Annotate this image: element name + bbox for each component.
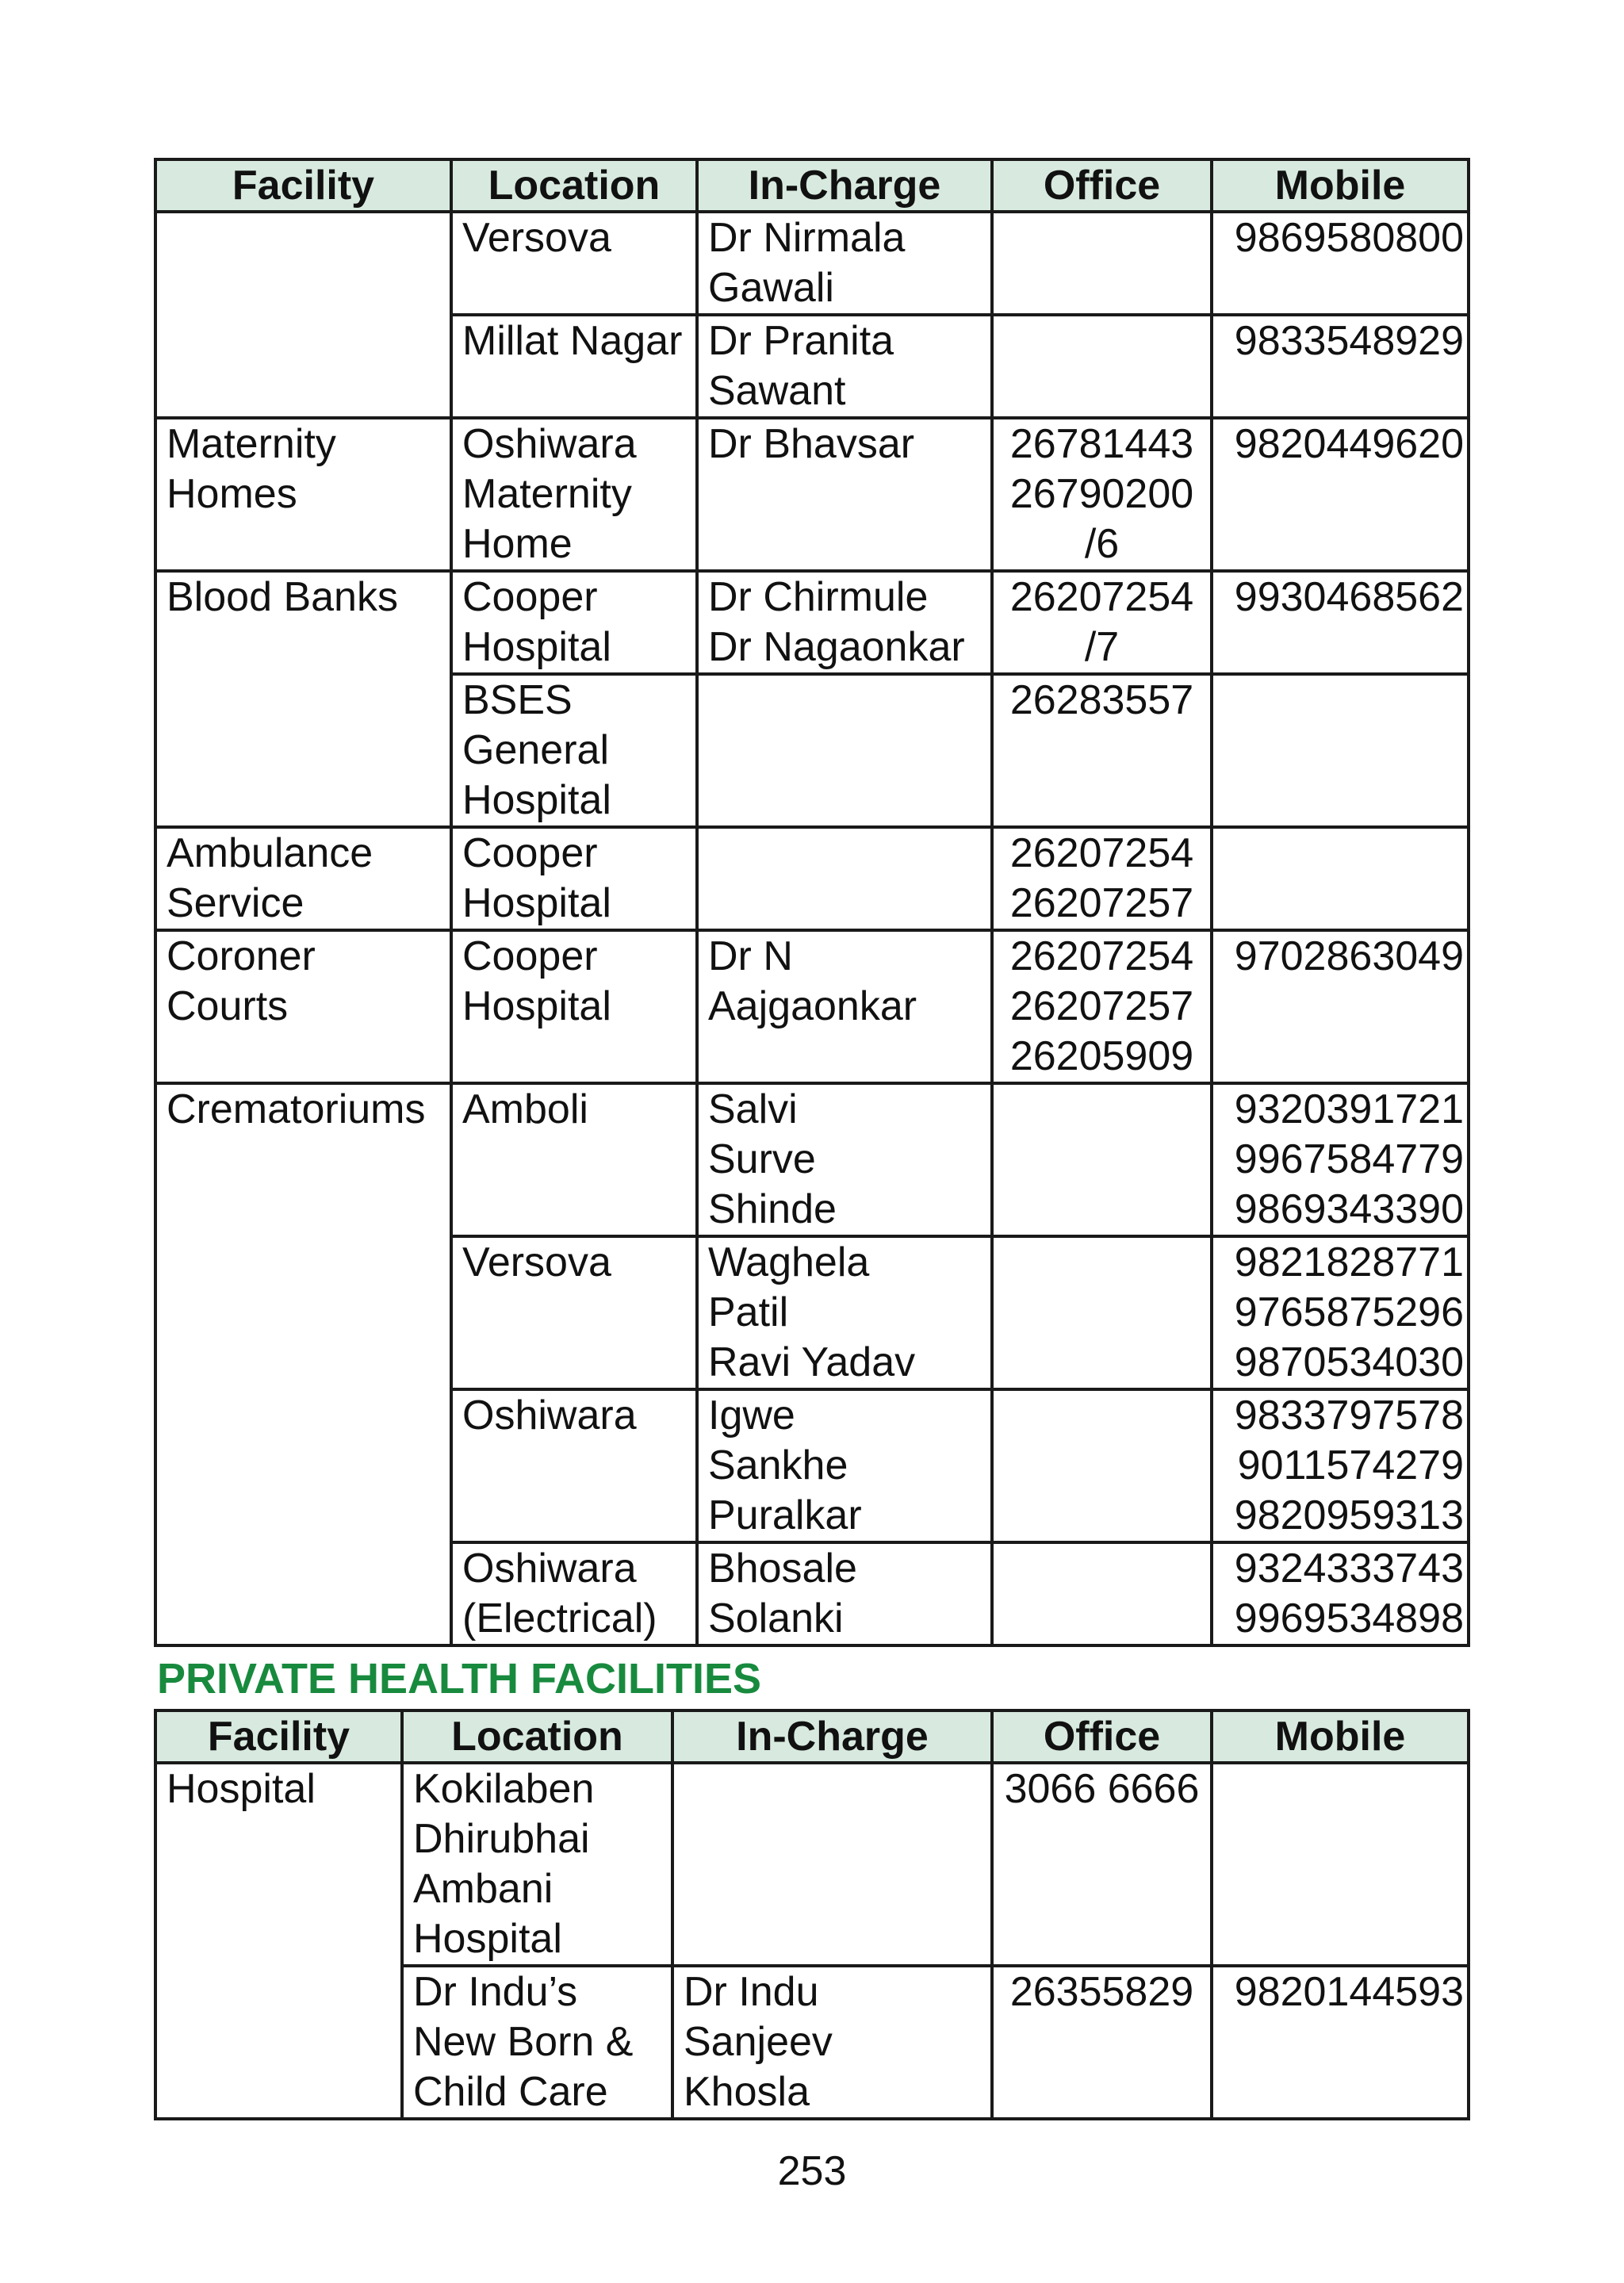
mobile-cell [1212, 827, 1469, 930]
in-charge-cell [672, 1763, 992, 1966]
mobile-cell [1212, 1389, 1469, 1542]
mobile-cell [1212, 1966, 1469, 2119]
location-cell: Oshiwara (Electrical) [451, 1542, 697, 1645]
page-number: 253 [777, 2148, 847, 2194]
mobile-line: 9765875296 [1234, 1289, 1464, 1335]
in-charge-line: Dr Indu [684, 1969, 819, 2015]
mobile-cell [1212, 1763, 1469, 1966]
in-charge-cell [697, 827, 992, 930]
in-charge-line: Shinde [708, 1186, 837, 1232]
in-charge-cell [672, 1966, 992, 2119]
mobile-cell [1212, 1236, 1469, 1389]
mobile-cell [1212, 212, 1469, 315]
mobile-cell [1212, 930, 1469, 1083]
in-charge-line: Bhosale [708, 1546, 857, 1592]
header-location: Location [451, 159, 697, 212]
section-heading: PRIVATE HEALTH FACILITIES [157, 1655, 762, 1703]
mobile-cell [1212, 315, 1469, 418]
mobile-line: 9011574279 [1237, 1442, 1464, 1488]
location-cell: Cooper Hospital [451, 930, 697, 1083]
in-charge-cell [697, 1542, 992, 1645]
in-charge-cell [697, 1083, 992, 1236]
mobile-cell [1212, 1083, 1469, 1236]
mobile-line: 9930468562 [1234, 574, 1464, 620]
in-charge-line: Igwe [708, 1392, 795, 1438]
office-line: 26205909 [1009, 1033, 1194, 1079]
office-line: 26207257 [1009, 880, 1194, 926]
office-line: /7 [1084, 624, 1120, 670]
facility-cell: Ambulance Service [155, 827, 451, 930]
table-header-row [155, 159, 1469, 212]
office-cell [992, 674, 1212, 827]
in-charge-cell [697, 1389, 992, 1542]
header-facility: Facility [155, 159, 451, 212]
mobile-cell [1212, 418, 1469, 571]
office-cell [992, 1236, 1212, 1389]
office-line: 26207254 [1009, 830, 1194, 876]
location-cell: Dr Indu’s New Born & Child Care [402, 1966, 672, 2119]
mobile-line: 9820959313 [1234, 1492, 1464, 1538]
mobile-line: 9833548929 [1234, 318, 1464, 364]
table-header-row [155, 1710, 1469, 1763]
office-cell [992, 1389, 1212, 1542]
mobile-cell [1212, 571, 1469, 674]
mobile-line: 9820449620 [1234, 421, 1464, 467]
in-charge-line: Ravi Yadav [708, 1339, 916, 1385]
in-charge-line: Sanjeev [684, 2019, 833, 2065]
in-charge-line: Surve [708, 1136, 816, 1182]
in-charge-line: Patil [708, 1289, 789, 1335]
office-line: /6 [1084, 521, 1120, 567]
location-cell: Oshiwara [451, 1389, 697, 1542]
office-cell [992, 212, 1212, 315]
mobile-line: 9833797578 [1234, 1392, 1464, 1438]
office-cell [992, 418, 1212, 571]
header-in-charge: In-Charge [697, 159, 992, 212]
in-charge-line: Sankhe [708, 1442, 848, 1488]
table-row [155, 1763, 1469, 1966]
in-charge-cell [697, 315, 992, 418]
location-cell: Versova [451, 1236, 697, 1389]
mobile-line: 9702863049 [1234, 933, 1464, 979]
header-location: Location [402, 1710, 672, 1763]
in-charge-cell [697, 674, 992, 827]
facility-cell: Crematoriums [155, 1083, 451, 1645]
office-line: 26355829 [1009, 1969, 1194, 2015]
location-cell: Oshiwara Maternity Home [451, 418, 697, 571]
table-row [155, 418, 1469, 571]
location-cell: Amboli [451, 1083, 697, 1236]
location-cell: Versova [451, 212, 697, 315]
in-charge-line: Dr Pranita [708, 318, 894, 364]
header-mobile: Mobile [1212, 1710, 1469, 1763]
office-cell [992, 315, 1212, 418]
facility-cell: Hospital [155, 1763, 402, 2119]
table-row [155, 571, 1469, 674]
in-charge-line: Dr Nagaonkar [708, 624, 965, 670]
office-cell [992, 827, 1212, 930]
mobile-line: 9869580800 [1234, 215, 1464, 261]
in-charge-line: Puralkar [708, 1492, 862, 1538]
location-cell: Cooper Hospital [451, 571, 697, 674]
location-cell: BSES General Hospital [451, 674, 697, 827]
header-office: Office [992, 159, 1212, 212]
office-cell [992, 930, 1212, 1083]
mobile-line: 9967584779 [1234, 1136, 1464, 1182]
in-charge-line: Dr Bhavsar [708, 421, 915, 467]
office-line: 3066 6666 [1004, 1766, 1200, 1812]
office-line: 26781443 [1009, 421, 1194, 467]
office-line: 26283557 [1009, 677, 1194, 723]
table-row [155, 212, 1469, 315]
office-cell [992, 1966, 1212, 2119]
in-charge-line: Dr Chirmule [708, 574, 929, 620]
table-row [155, 930, 1469, 1083]
in-charge-line: Gawali [708, 265, 834, 311]
header-mobile: Mobile [1212, 159, 1469, 212]
office-line: 26207254 [1009, 574, 1194, 620]
mobile-line: 9820144593 [1234, 1969, 1464, 2015]
in-charge-line: Aajgaonkar [708, 983, 917, 1029]
header-facility: Facility [155, 1710, 402, 1763]
office-cell [992, 571, 1212, 674]
in-charge-line: Sawant [708, 368, 846, 414]
office-cell [992, 1763, 1212, 1966]
public-facilities-table [154, 158, 1470, 1647]
facility-cell: Blood Banks [155, 571, 451, 827]
header-office: Office [992, 1710, 1212, 1763]
in-charge-line: Solanki [708, 1595, 844, 1641]
in-charge-cell [697, 571, 992, 674]
facility-cell: Maternity Homes [155, 418, 451, 571]
in-charge-cell [697, 212, 992, 315]
office-cell [992, 1542, 1212, 1645]
in-charge-cell [697, 1236, 992, 1389]
mobile-line: 9969534898 [1234, 1595, 1464, 1641]
mobile-line: 9324333743 [1234, 1546, 1464, 1592]
location-cell: Cooper Hospital [451, 827, 697, 930]
in-charge-cell [697, 930, 992, 1083]
mobile-line: 9870534030 [1234, 1339, 1464, 1385]
in-charge-line: Khosla [684, 2069, 810, 2115]
location-cell: Millat Nagar [451, 315, 697, 418]
table-row [155, 1083, 1469, 1236]
table-row [155, 827, 1469, 930]
mobile-cell [1212, 1542, 1469, 1645]
mobile-cell [1212, 674, 1469, 827]
facility-cell [155, 212, 451, 418]
mobile-line: 9821828771 [1234, 1239, 1464, 1285]
in-charge-line: Salvi [708, 1086, 798, 1132]
office-line: 26790200 [1009, 471, 1194, 517]
in-charge-line: Dr Nirmala [708, 215, 906, 261]
in-charge-line: Dr N [708, 933, 793, 979]
office-line: 26207254 [1009, 933, 1194, 979]
location-cell: Kokilaben Dhirubhai Ambani Hospital [402, 1763, 672, 1966]
in-charge-line: Waghela [708, 1239, 870, 1285]
header-in-charge: In-Charge [672, 1710, 992, 1763]
office-cell [992, 1083, 1212, 1236]
mobile-line: 9869343390 [1234, 1186, 1464, 1232]
in-charge-cell [697, 418, 992, 571]
private-facilities-table [154, 1709, 1470, 2120]
mobile-line: 9320391721 [1234, 1086, 1464, 1132]
office-line: 26207257 [1009, 983, 1194, 1029]
facility-cell: Coroner Courts [155, 930, 451, 1083]
